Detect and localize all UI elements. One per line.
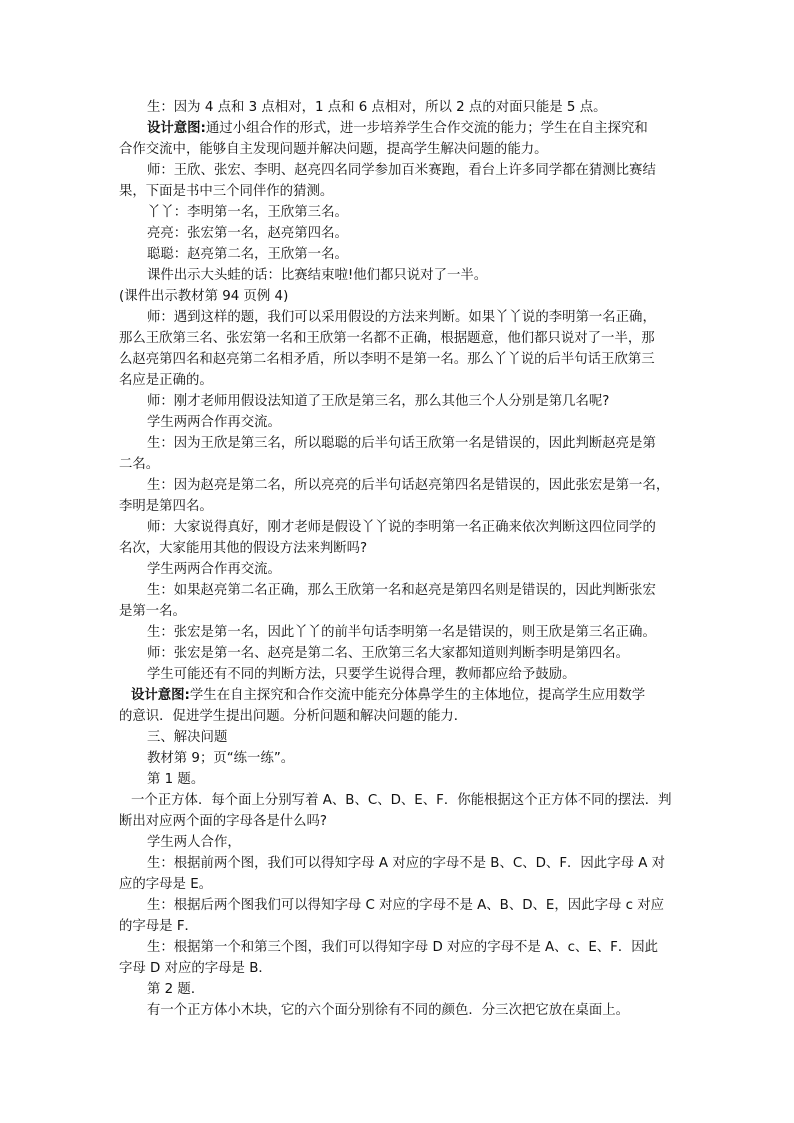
text-line: 一个正方体．每个面上分别写着 A、B、C、D、E、F．你能根据这个正方体不同的摆法．判: [131, 793, 672, 808]
text-line: 的字母是 F．: [119, 919, 198, 934]
text-line: 师：张宏是第一名、赵亮是第二名、王欣第三名大家都知道则判断李明是第四名。: [147, 646, 630, 661]
text-line: 师：大家说得真好，刚才老师是假设丫丫说的李明第一名正确来依次判断这四位同学的: [147, 520, 656, 535]
text-line: 学生两两合作再交流。: [147, 415, 281, 430]
text-segment: 通过小组合作的形式，进一步培养学生合作交流的能力；学生在自主探究和: [205, 121, 648, 136]
text-line: 生：如果赵亮第二名正确，那么王欣第一名和赵亮是第四名则是错误的，因此判断张宏: [147, 583, 656, 598]
text-line: 二名。: [119, 457, 160, 472]
text-line: 亮亮：张宏第一名，赵亮第四名。: [147, 226, 348, 241]
text-line: 学生两人合作，: [147, 835, 241, 850]
text-line: 李明是第四名。: [119, 499, 213, 514]
design-intent-label: 设计意图:: [147, 121, 206, 136]
text-line: 聪聪：赵亮第二名，王欣第一名。: [147, 247, 348, 262]
text-line: [131, 685, 645, 706]
text-line: (课件出示教材第 94 页例 4): [119, 289, 289, 304]
text-line: 师：王欣、张宏、李明、赵亮四名同学参加百米赛跑，看台上许多同学都在猜测比赛结: [147, 163, 656, 178]
text-line: 名次，大家能用其他的假设方法来判断吗?: [119, 541, 368, 556]
text-line: 生：因为赵亮是第二名，所以亮亮的后半句话赵亮第四名是错误的，因此张宏是第一名，: [147, 478, 670, 493]
text-line: 生：因为 4 点和 3 点相对，1 点和 6 点相对，所以 2 点的对面只能是 5 点。: [147, 100, 607, 115]
text-line: 生：因为王欣是第三名，所以聪聪的后半句话王欣第一名是错误的，因此判断赵亮是第: [147, 436, 656, 451]
text-line: 生：根据前两个图，我们可以得知字母 A 对应的字母不是 B、C、D、F．因此字母 A 对: [147, 856, 666, 871]
text-line: 断出对应两个面的字母各是什么吗?: [119, 814, 327, 829]
text-line: 字母 D 对应的字母是 B．: [119, 961, 272, 976]
text-line: 第 2 题．: [147, 982, 205, 997]
text-line: 么赵亮第四名和赵亮第二名相矛盾，所以李明不是第一名。那么丫丫说的后半句话王欣第三: [119, 352, 655, 367]
text-line: 合作交流中，能够自主发现问题并解决问题，提高学生解决问题的能力。: [119, 142, 548, 157]
text-line: 师：刚才老师用假设法知道了王欣是第三名，那么其他三个人分别是第几名呢?: [147, 394, 610, 409]
text-line: 学生可能还有不同的判断方法，只要学生说得合理，教师都应给予鼓励。: [147, 667, 576, 682]
text-line: 教材第 9；页“练一练”。: [147, 751, 295, 766]
text-line: 学生两两合作再交流。: [147, 562, 281, 577]
text-line: 生：根据后两个图我们可以得知字母 C 对应的字母不是 A、B、D、E，因此字母 c 对应: [147, 898, 665, 913]
text-line: [147, 118, 648, 139]
text-line: 生：张宏是第一名，因此丫丫的前半句话李明第一名是错误的，则王欣是第三名正确。: [147, 625, 656, 640]
text-line: 第 1 题。: [147, 772, 205, 787]
text-line: 丫丫：李明第一名，王欣第三名。: [147, 205, 348, 220]
text-line: 那么王欣第三名、张宏第一名和王欣第一名都不正确，根据题意，他们都只说对了一半，那: [119, 331, 655, 346]
text-line: 是第一名。: [119, 604, 186, 619]
text-segment: 学生在自主探究和合作交流中能充分体鼻学生的主体地位，提高学生应用数学: [189, 688, 646, 703]
text-line: 名应是正确的。: [119, 373, 213, 388]
text-line: 果，下面是书中三个同伴作的猜测。: [119, 184, 334, 199]
text-line: 有一个正方体小木块，它的六个面分别徐有不同的颜色．分三次把它放在桌面上。: [147, 1003, 630, 1018]
design-intent-label: 设计意图:: [131, 688, 190, 703]
section-heading: 三、解决问题: [147, 730, 228, 745]
text-line: 课件出示大头蛙的话：比赛结束啦!他们都只说对了一半。: [147, 268, 488, 283]
text-line: 师：遇到这样的题，我们可以采用假设的方法来判断。如果丫丫说的李明第一名正确，: [147, 310, 656, 325]
text-line: 生：根据第一个和第三个图，我们可以得知字母 D 对应的字母不是 A、c、E、F．因此: [147, 940, 659, 955]
text-line: 的意识．促进学生提出问题。分析问题和解决问题的能力．: [119, 709, 468, 724]
text-line: 应的字母是 E。: [119, 877, 213, 892]
